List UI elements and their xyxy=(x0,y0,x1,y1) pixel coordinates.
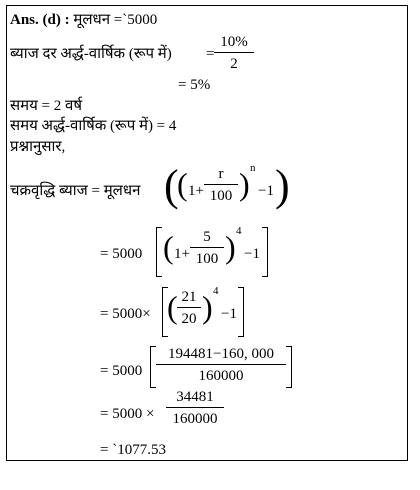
step1-one-plus: 1+ xyxy=(174,246,190,262)
ci-fraction xyxy=(204,165,238,205)
ci-exp: n xyxy=(250,162,256,174)
step2-exp: 4 xyxy=(213,285,219,297)
rate-result: = 5% xyxy=(178,77,211,93)
step3-fraction xyxy=(156,345,286,385)
step2-num: 21 xyxy=(181,289,197,305)
answer-line xyxy=(10,11,157,29)
half-time-line: समय अर्द्ध-वार्षिक (रूप में) = 4 xyxy=(10,118,177,134)
step2-minus-one: −1 xyxy=(221,306,237,322)
final-result: = `1077.53 xyxy=(100,442,166,458)
step3-lhs: = 5000 xyxy=(100,363,143,379)
step1-lhs: = 5000 xyxy=(100,246,143,262)
ci-den: 100 xyxy=(209,188,233,204)
step1-fraction xyxy=(190,228,224,268)
step1-num: 5 xyxy=(203,229,211,245)
step4-den: 160000 xyxy=(172,411,218,427)
rate-den: 2 xyxy=(230,56,238,72)
ci-minus-one: −1 xyxy=(258,183,274,199)
per-question: प्रश्नानुसार, xyxy=(10,139,66,155)
rate-label: ब्याज दर अर्द्ध-वार्षिक (रूप में) xyxy=(10,46,172,62)
ci-label: चक्रवृद्धि ब्याज = मूलधन xyxy=(10,183,141,199)
step1-den: 100 xyxy=(195,251,219,267)
answer-label: Ans. (d) : xyxy=(10,12,70,28)
principal-text: मूलधन =`5000 xyxy=(73,12,158,28)
step3-den: 160000 xyxy=(198,368,244,384)
step2-den: 20 xyxy=(181,311,197,327)
time-line: समय = 2 वर्ष xyxy=(10,98,83,114)
step2-fraction xyxy=(177,288,201,328)
step2-lhs: = 5000× xyxy=(100,306,151,322)
step1-exp: 4 xyxy=(236,225,242,237)
step4-lhs: = 5000 × xyxy=(100,406,155,422)
ci-one-plus: 1+ xyxy=(188,183,204,199)
rate-fraction xyxy=(214,33,254,73)
ci-num: r xyxy=(218,166,224,182)
step3-num: 194481−160, 000 xyxy=(168,346,274,362)
step1-minus-one: −1 xyxy=(244,246,260,262)
rate-eq: = xyxy=(206,46,215,62)
step4-num: 34481 xyxy=(176,389,214,405)
step4-fraction xyxy=(166,388,224,428)
rate-num: 10% xyxy=(220,34,248,50)
